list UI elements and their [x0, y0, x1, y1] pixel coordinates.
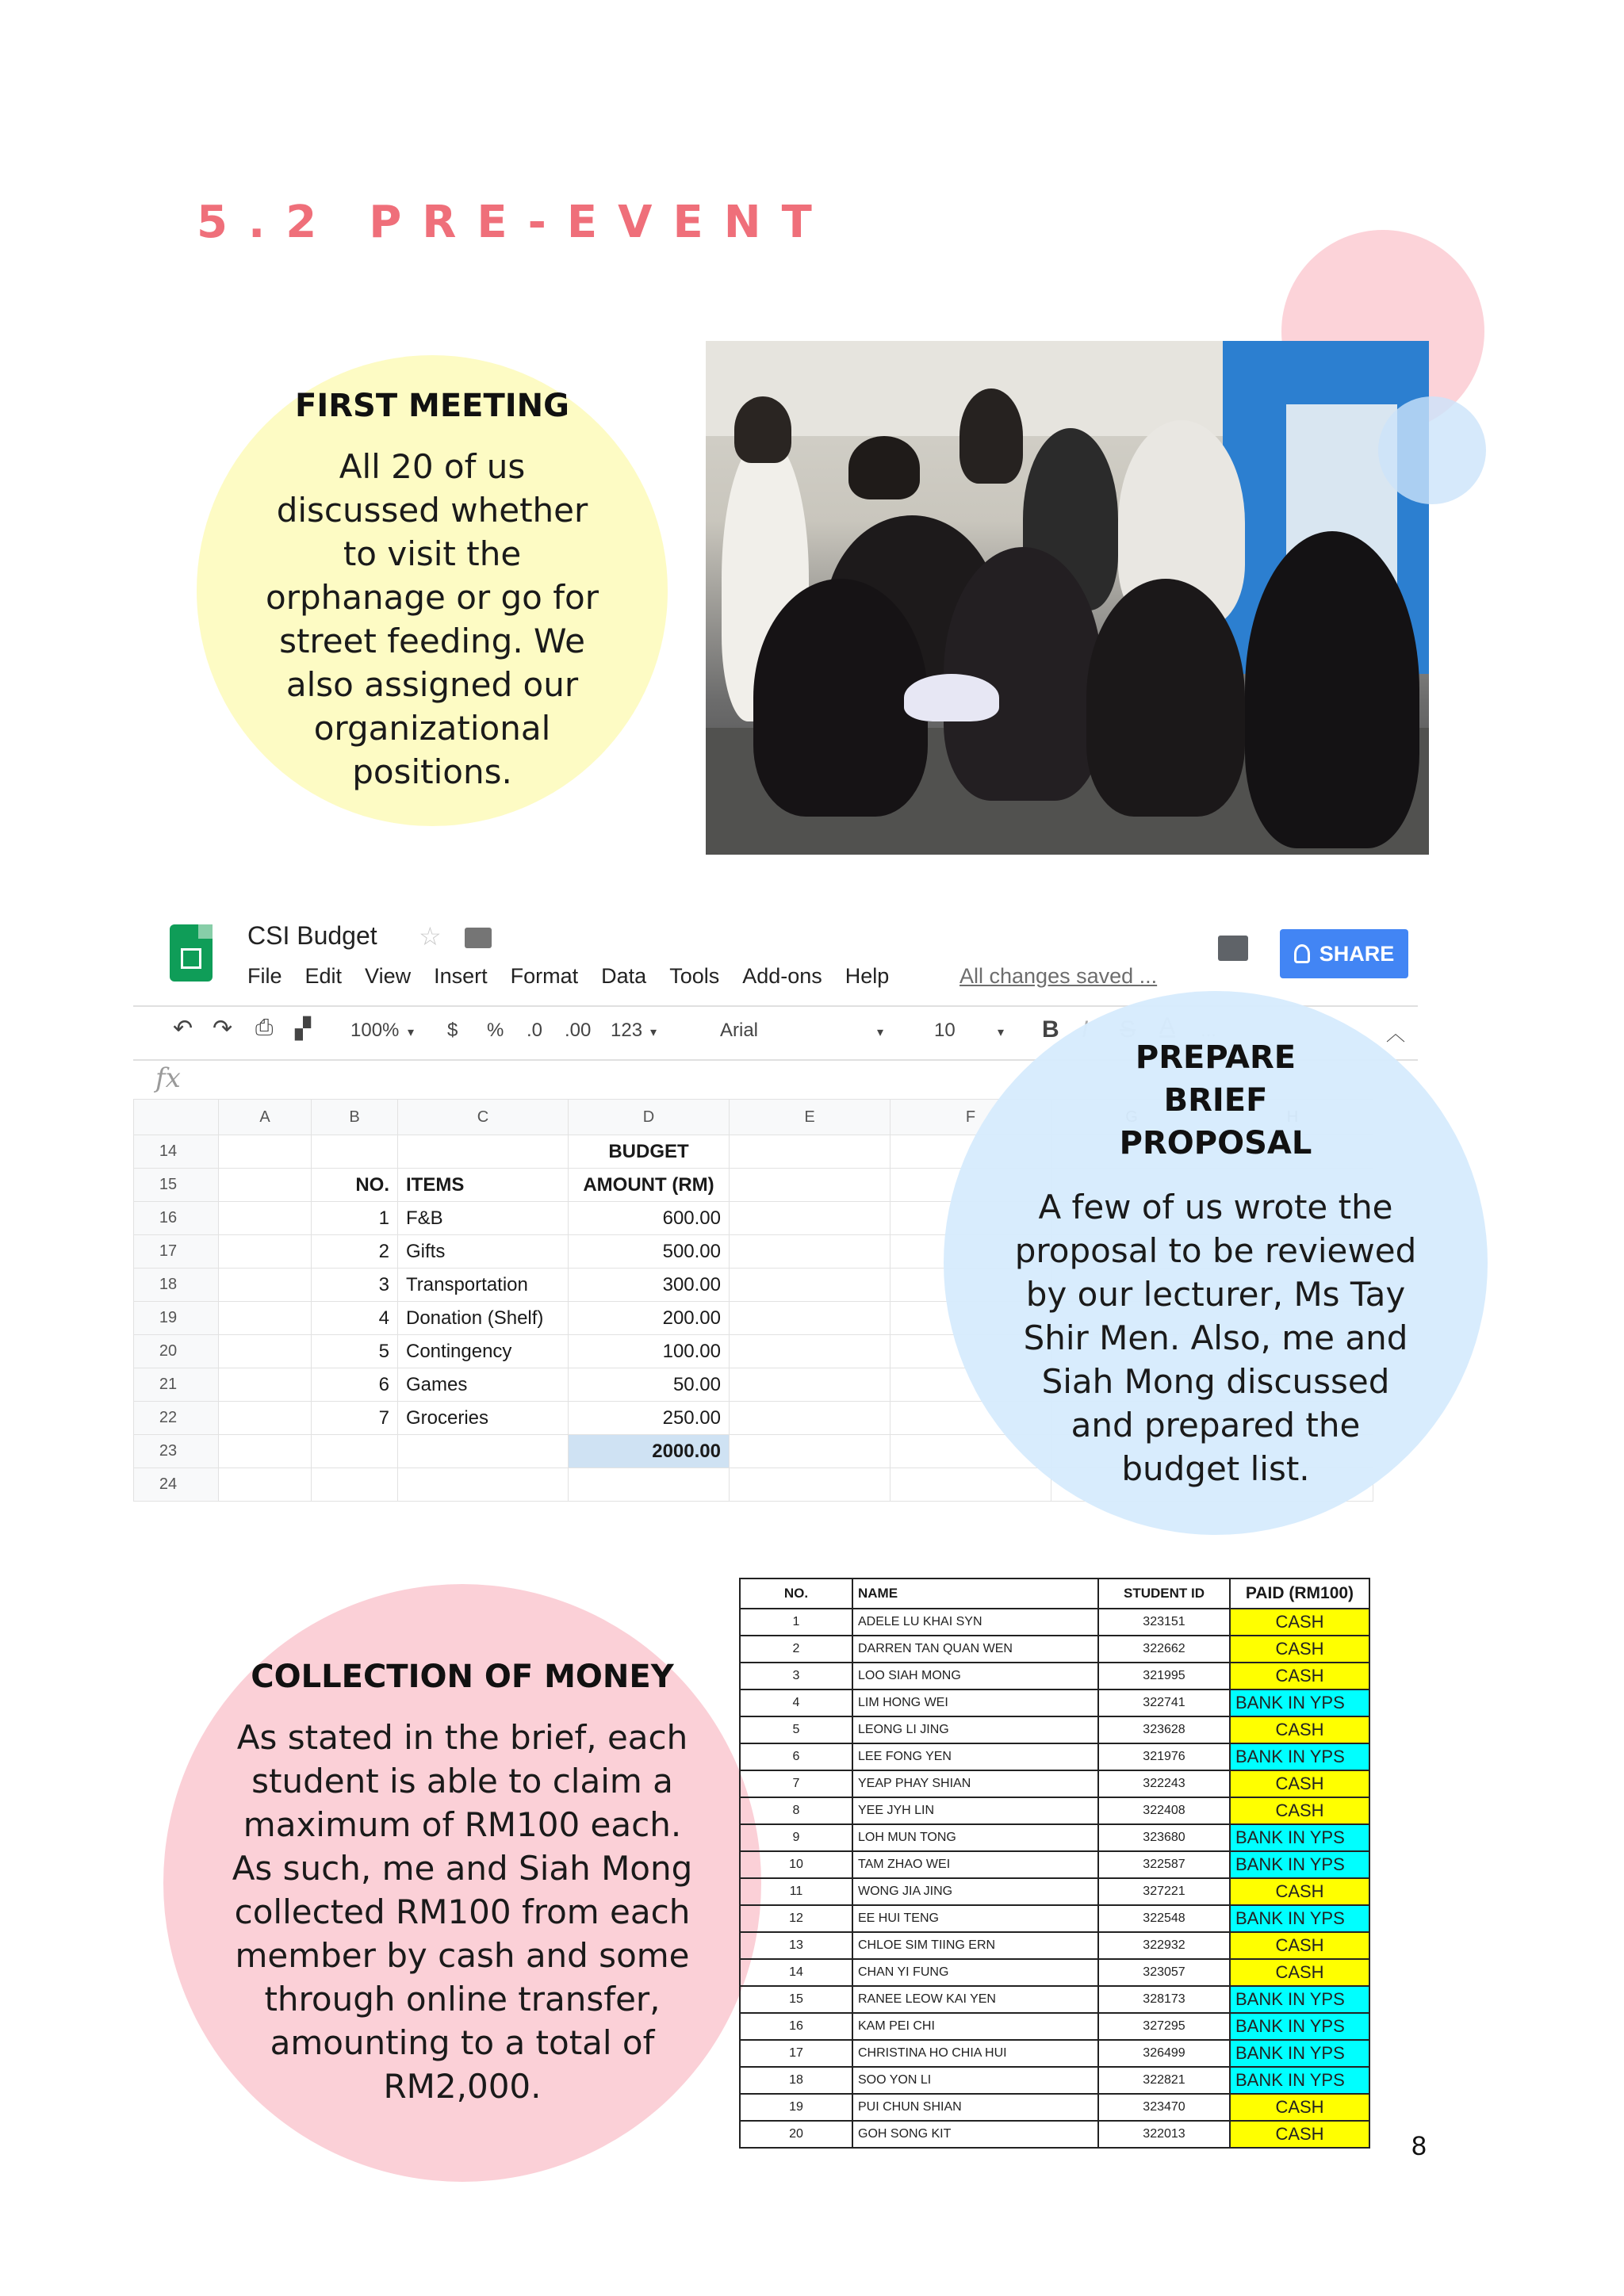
payment-name-cell: RANEE LEOW KAI YEN — [852, 1986, 1098, 2013]
payment-method-cell: BANK IN YPS — [1230, 1986, 1369, 2013]
payment-method-cell: BANK IN YPS — [1230, 1824, 1369, 1851]
first-meeting-title: FIRST MEETING — [295, 388, 569, 424]
prepare-brief-body: A few of us wrote the proposal to be reviewed by our lecturer, Ms Tay Shir Men. Also, me and Siah Mong discussed and prepared the budget list. — [1014, 1187, 1417, 1488]
payment-no-cell: 12 — [740, 1905, 852, 1932]
first-meeting-body: All 20 of us discussed whether to visit the orphanage or go for street feeding. We also assigned our organizational positions. — [266, 447, 599, 791]
payment-name-cell: ADELE LU KHAI SYN — [852, 1609, 1098, 1636]
star-icon[interactable]: ☆ — [419, 921, 442, 951]
payment-method-cell: CASH — [1230, 1770, 1369, 1797]
col-header-a[interactable]: A — [219, 1100, 312, 1135]
menu-view[interactable]: View — [365, 964, 412, 988]
cell[interactable] — [730, 1202, 891, 1235]
row-header[interactable]: 14 — [134, 1135, 219, 1169]
budget-amount-cell[interactable]: 500.00 — [569, 1235, 730, 1269]
payment-no-cell: 15 — [740, 1986, 852, 2013]
payment-id-cell: 322741 — [1098, 1689, 1230, 1716]
cell[interactable] — [730, 1402, 891, 1435]
menu-insert[interactable]: Insert — [434, 964, 488, 988]
share-label: SHARE — [1319, 941, 1395, 966]
decrease-decimal-button[interactable]: .0 — [527, 1020, 543, 1041]
payment-no-cell: 20 — [740, 2121, 852, 2148]
payment-no-cell: 10 — [740, 1851, 852, 1878]
payment-row — [740, 2121, 1369, 2148]
number-format-button[interactable]: 123 — [611, 1020, 643, 1041]
col-header-f[interactable]: F — [891, 1100, 1051, 1135]
payment-method-cell: CASH — [1230, 1716, 1369, 1743]
page-number: 8 — [1411, 2131, 1427, 2161]
payment-row — [740, 2094, 1369, 2121]
payment-table — [739, 1578, 1370, 2149]
payment-method-cell: CASH — [1230, 1609, 1369, 1636]
redo-icon[interactable]: ↷ — [213, 1016, 233, 1042]
cell[interactable] — [219, 1202, 312, 1235]
payment-row — [740, 1636, 1369, 1663]
payment-row — [740, 1959, 1369, 1986]
cell[interactable] — [730, 1135, 891, 1169]
payment-header-paid: PAID (RM100) — [1230, 1578, 1369, 1609]
payment-no-cell: 2 — [740, 1636, 852, 1663]
payment-method-cell: CASH — [1230, 1932, 1369, 1959]
prepare-brief-title: PREPARE BRIEF PROPOSAL — [1119, 1039, 1312, 1161]
number-format-dropdown-icon[interactable]: ▾ — [650, 1026, 657, 1039]
payment-method-cell: BANK IN YPS — [1230, 1689, 1369, 1716]
zoom-dropdown-icon[interactable]: ▾ — [408, 1026, 415, 1039]
fx-icon: fx — [155, 1062, 181, 1094]
payment-row — [740, 1932, 1369, 1959]
payment-id-cell: 322821 — [1098, 2067, 1230, 2094]
menu-edit[interactable]: Edit — [304, 964, 343, 988]
payment-row — [740, 1878, 1369, 1905]
payment-name-cell: KAM PEI CHI — [852, 2013, 1098, 2040]
collection-title: COLLECTION OF MONEY — [251, 1658, 674, 1695]
budget-amount-cell[interactable]: 600.00 — [569, 1202, 730, 1235]
collapse-icon[interactable]: ︿ — [1386, 1024, 1405, 1045]
payment-row — [740, 1743, 1369, 1770]
payment-no-cell: 8 — [740, 1797, 852, 1824]
budget-amount-cell[interactable]: 50.00 — [569, 1368, 730, 1402]
font-dropdown-icon[interactable]: ▾ — [877, 1026, 884, 1039]
section-number: 5.2 — [197, 197, 338, 248]
payment-method-cell: BANK IN YPS — [1230, 1905, 1369, 1932]
section-title: PRE-EVENT — [369, 197, 833, 248]
cell[interactable] — [219, 1468, 312, 1502]
payment-row — [740, 1609, 1369, 1636]
payment-name-cell: PUI CHUN SHIAN — [852, 2094, 1098, 2121]
prepare-brief-bubble — [944, 991, 1488, 1535]
payment-name-cell: WONG JIA JING — [852, 1878, 1098, 1905]
budget-no-cell[interactable]: 3 — [312, 1269, 398, 1302]
bold-button[interactable]: B — [1042, 1016, 1059, 1043]
section-heading — [197, 197, 833, 248]
col-header-b[interactable]: B — [312, 1100, 398, 1135]
cell[interactable] — [219, 1435, 312, 1468]
payment-id-cell: 327295 — [1098, 2013, 1230, 2040]
payment-row — [740, 1851, 1369, 1878]
col-header-d[interactable]: D — [569, 1100, 730, 1135]
payment-name-cell: LEE FONG YEN — [852, 1743, 1098, 1770]
budget-no-cell[interactable]: 7 — [312, 1402, 398, 1435]
amount-header-cell[interactable]: AMOUNT (RM) — [569, 1169, 730, 1202]
cell[interactable] — [219, 1135, 312, 1169]
payment-row — [740, 1770, 1369, 1797]
col-header-c[interactable]: C — [398, 1100, 569, 1135]
payment-id-cell: 326499 — [1098, 2040, 1230, 2067]
payment-row — [740, 1663, 1369, 1689]
font-size-dropdown-icon[interactable]: ▾ — [998, 1026, 1005, 1039]
budget-amount-cell[interactable]: 250.00 — [569, 1402, 730, 1435]
budget-item-cell[interactable]: Contingency — [398, 1335, 569, 1368]
lock-person-icon — [1294, 944, 1310, 963]
cell[interactable] — [730, 1235, 891, 1269]
payment-no-cell: 3 — [740, 1663, 852, 1689]
menu-data[interactable]: Data — [601, 964, 647, 988]
comments-icon[interactable] — [1218, 936, 1248, 961]
payment-id-cell: 328173 — [1098, 1986, 1230, 2013]
cell[interactable] — [730, 1468, 891, 1502]
payment-row — [740, 1824, 1369, 1851]
percent-button[interactable]: % — [487, 1020, 504, 1041]
cell[interactable] — [398, 1435, 569, 1468]
payment-method-cell: BANK IN YPS — [1230, 2067, 1369, 2094]
row-header[interactable]: 16 — [134, 1202, 219, 1235]
payment-id-cell: 322662 — [1098, 1636, 1230, 1663]
payment-name-cell: CHAN YI FUNG — [852, 1959, 1098, 1986]
collection-body: As stated in the brief, each student is able to claim a maximum of RM100 each. As such, me and Siah Mong collected RM100 from each member by cash and some through online transfer, amounting to a total of RM2,000. — [232, 1717, 693, 2106]
increase-decimal-button[interactable]: .00 — [565, 1020, 592, 1041]
menu-bar — [247, 964, 912, 989]
cell[interactable] — [219, 1402, 312, 1435]
payment-id-cell: 321995 — [1098, 1663, 1230, 1689]
col-header-e[interactable]: E — [730, 1100, 891, 1135]
payment-no-cell: 18 — [740, 2067, 852, 2094]
budget-amount-cell[interactable]: 300.00 — [569, 1269, 730, 1302]
cell[interactable] — [312, 1435, 398, 1468]
budget-no-cell[interactable]: 4 — [312, 1302, 398, 1335]
cell[interactable] — [219, 1169, 312, 1202]
decor-blue-circle — [1378, 396, 1486, 504]
first-meeting-bubble — [197, 355, 668, 826]
payment-id-cell: 323151 — [1098, 1609, 1230, 1636]
payment-name-cell: GOH SONG KIT — [852, 2121, 1098, 2148]
row-header[interactable]: 15 — [134, 1169, 219, 1202]
payment-no-cell: 5 — [740, 1716, 852, 1743]
payment-method-cell: BANK IN YPS — [1230, 2013, 1369, 2040]
payment-id-cell: 323057 — [1098, 1959, 1230, 1986]
payment-row — [740, 2040, 1369, 2067]
payment-name-cell: LIM HONG WEI — [852, 1689, 1098, 1716]
payment-method-cell: BANK IN YPS — [1230, 2040, 1369, 2067]
row-header[interactable]: 20 — [134, 1335, 219, 1368]
payment-row — [740, 1986, 1369, 2013]
payment-name-cell: CHRISTINA HO CHIA HUI — [852, 2040, 1098, 2067]
budget-item-cell[interactable]: F&B — [398, 1202, 569, 1235]
cell[interactable] — [219, 1368, 312, 1402]
cell[interactable] — [398, 1135, 569, 1169]
payment-name-cell: LOO SIAH MONG — [852, 1663, 1098, 1689]
payment-no-cell: 7 — [740, 1770, 852, 1797]
payment-id-cell: 322932 — [1098, 1932, 1230, 1959]
menu-format[interactable]: Format — [510, 964, 579, 988]
font-select[interactable]: Arial — [720, 1020, 759, 1041]
payment-name-cell: EE HUI TENG — [852, 1905, 1098, 1932]
menu-addons[interactable]: Add-ons — [742, 964, 822, 988]
payment-row — [740, 1689, 1369, 1716]
row-header[interactable]: 18 — [134, 1269, 219, 1302]
payment-no-cell: 16 — [740, 2013, 852, 2040]
payment-method-cell: CASH — [1230, 1878, 1369, 1905]
meeting-photo — [706, 341, 1429, 855]
payment-no-cell: 19 — [740, 2094, 852, 2121]
payment-name-cell: YEAP PHAY SHIAN — [852, 1770, 1098, 1797]
budget-header-cell[interactable]: BUDGET — [569, 1135, 730, 1169]
folder-icon[interactable] — [465, 928, 492, 948]
budget-amount-cell[interactable]: 100.00 — [569, 1335, 730, 1368]
share-button[interactable] — [1280, 929, 1408, 978]
payment-name-cell: LOH MUN TONG — [852, 1824, 1098, 1851]
budget-item-cell[interactable]: Groceries — [398, 1402, 569, 1435]
payment-method-cell: CASH — [1230, 2094, 1369, 2121]
payment-method-cell: CASH — [1230, 1663, 1369, 1689]
select-all-corner[interactable] — [134, 1100, 219, 1135]
budget-item-cell[interactable]: Donation (Shelf) — [398, 1302, 569, 1335]
payment-no-cell: 1 — [740, 1609, 852, 1636]
budget-no-cell[interactable]: 1 — [312, 1202, 398, 1235]
undo-icon[interactable]: ↶ — [173, 1016, 193, 1042]
payment-method-cell: CASH — [1230, 2121, 1369, 2148]
cell[interactable] — [312, 1468, 398, 1502]
payment-method-cell: BANK IN YPS — [1230, 1851, 1369, 1878]
cell[interactable] — [312, 1135, 398, 1169]
budget-no-cell[interactable]: 2 — [312, 1235, 398, 1269]
payment-method-cell: CASH — [1230, 1959, 1369, 1986]
budget-item-cell[interactable]: Gifts — [398, 1235, 569, 1269]
payment-row — [740, 2013, 1369, 2040]
row-header[interactable]: 22 — [134, 1402, 219, 1435]
menu-tools[interactable]: Tools — [669, 964, 720, 988]
menu-help[interactable]: Help — [845, 964, 890, 988]
doc-title[interactable]: CSI Budget — [247, 921, 377, 950]
payment-header-id: STUDENT ID — [1098, 1578, 1230, 1609]
cell[interactable] — [219, 1335, 312, 1368]
budget-item-cell[interactable]: Games — [398, 1368, 569, 1402]
payment-id-cell: 322408 — [1098, 1797, 1230, 1824]
row-header[interactable]: 17 — [134, 1235, 219, 1269]
row-header[interactable]: 23 — [134, 1435, 219, 1468]
cell[interactable] — [730, 1269, 891, 1302]
payment-id-cell: 323680 — [1098, 1824, 1230, 1851]
payment-no-cell: 4 — [740, 1689, 852, 1716]
payment-id-cell: 323628 — [1098, 1716, 1230, 1743]
menu-file[interactable]: File — [247, 964, 282, 988]
payment-id-cell: 323470 — [1098, 2094, 1230, 2121]
payment-name-cell: DARREN TAN QUAN WEN — [852, 1636, 1098, 1663]
cell[interactable] — [398, 1468, 569, 1502]
budget-no-cell[interactable]: 6 — [312, 1368, 398, 1402]
payment-method-cell: CASH — [1230, 1636, 1369, 1663]
cell[interactable] — [730, 1169, 891, 1202]
cell[interactable] — [730, 1302, 891, 1335]
budget-no-cell[interactable]: 5 — [312, 1335, 398, 1368]
collection-bubble — [163, 1584, 761, 2182]
payment-id-cell: 322587 — [1098, 1851, 1230, 1878]
cell[interactable] — [219, 1269, 312, 1302]
payment-no-cell: 13 — [740, 1932, 852, 1959]
payment-no-cell: 17 — [740, 2040, 852, 2067]
payment-name-cell: SOO YON LI — [852, 2067, 1098, 2094]
budget-amount-cell[interactable]: 200.00 — [569, 1302, 730, 1335]
cell[interactable] — [569, 1468, 730, 1502]
cell[interactable] — [730, 1435, 891, 1468]
items-header-cell[interactable]: ITEMS — [398, 1169, 569, 1202]
payment-no-cell: 14 — [740, 1959, 852, 1986]
payment-row — [740, 1716, 1369, 1743]
payment-no-cell: 6 — [740, 1743, 852, 1770]
payment-method-cell: CASH — [1230, 1797, 1369, 1824]
row-header[interactable]: 19 — [134, 1302, 219, 1335]
payment-name-cell: YEE JYH LIN — [852, 1797, 1098, 1824]
payment-row — [740, 1905, 1369, 1932]
payment-header-name: NAME — [852, 1578, 1098, 1609]
save-status[interactable]: All changes saved ... — [959, 964, 1158, 988]
row-header[interactable]: 24 — [134, 1468, 219, 1502]
payment-name-cell: LEONG LI JING — [852, 1716, 1098, 1743]
payment-name-cell: CHLOE SIM TIING ERN — [852, 1932, 1098, 1959]
no-header-cell[interactable]: NO. — [312, 1169, 398, 1202]
cell[interactable] — [219, 1302, 312, 1335]
budget-item-cell[interactable]: Transportation — [398, 1269, 569, 1302]
payment-id-cell: 321976 — [1098, 1743, 1230, 1770]
payment-name-cell: TAM ZHAO WEI — [852, 1851, 1098, 1878]
cell[interactable] — [219, 1235, 312, 1269]
payment-header-no: NO. — [740, 1578, 852, 1609]
print-icon[interactable]: ⎙ — [255, 1015, 274, 1039]
paint-format-icon[interactable]: ▞ — [295, 1016, 311, 1040]
cell[interactable] — [730, 1335, 891, 1368]
payment-id-cell: 327221 — [1098, 1878, 1230, 1905]
payment-id-cell: 322013 — [1098, 2121, 1230, 2148]
currency-button[interactable]: $ — [447, 1020, 458, 1041]
row-header[interactable]: 21 — [134, 1368, 219, 1402]
zoom-select[interactable]: 100% — [350, 1020, 400, 1041]
payment-id-cell: 322548 — [1098, 1905, 1230, 1932]
sheets-logo-icon — [170, 924, 213, 982]
font-size-select[interactable]: 10 — [934, 1020, 956, 1041]
payment-no-cell: 11 — [740, 1878, 852, 1905]
budget-total-cell[interactable]: 2000.00 — [569, 1435, 730, 1468]
payment-no-cell: 9 — [740, 1824, 852, 1851]
payment-id-cell: 322243 — [1098, 1770, 1230, 1797]
payment-row — [740, 2067, 1369, 2094]
payment-method-cell: BANK IN YPS — [1230, 1743, 1369, 1770]
payment-row — [740, 1797, 1369, 1824]
cell[interactable] — [730, 1368, 891, 1402]
